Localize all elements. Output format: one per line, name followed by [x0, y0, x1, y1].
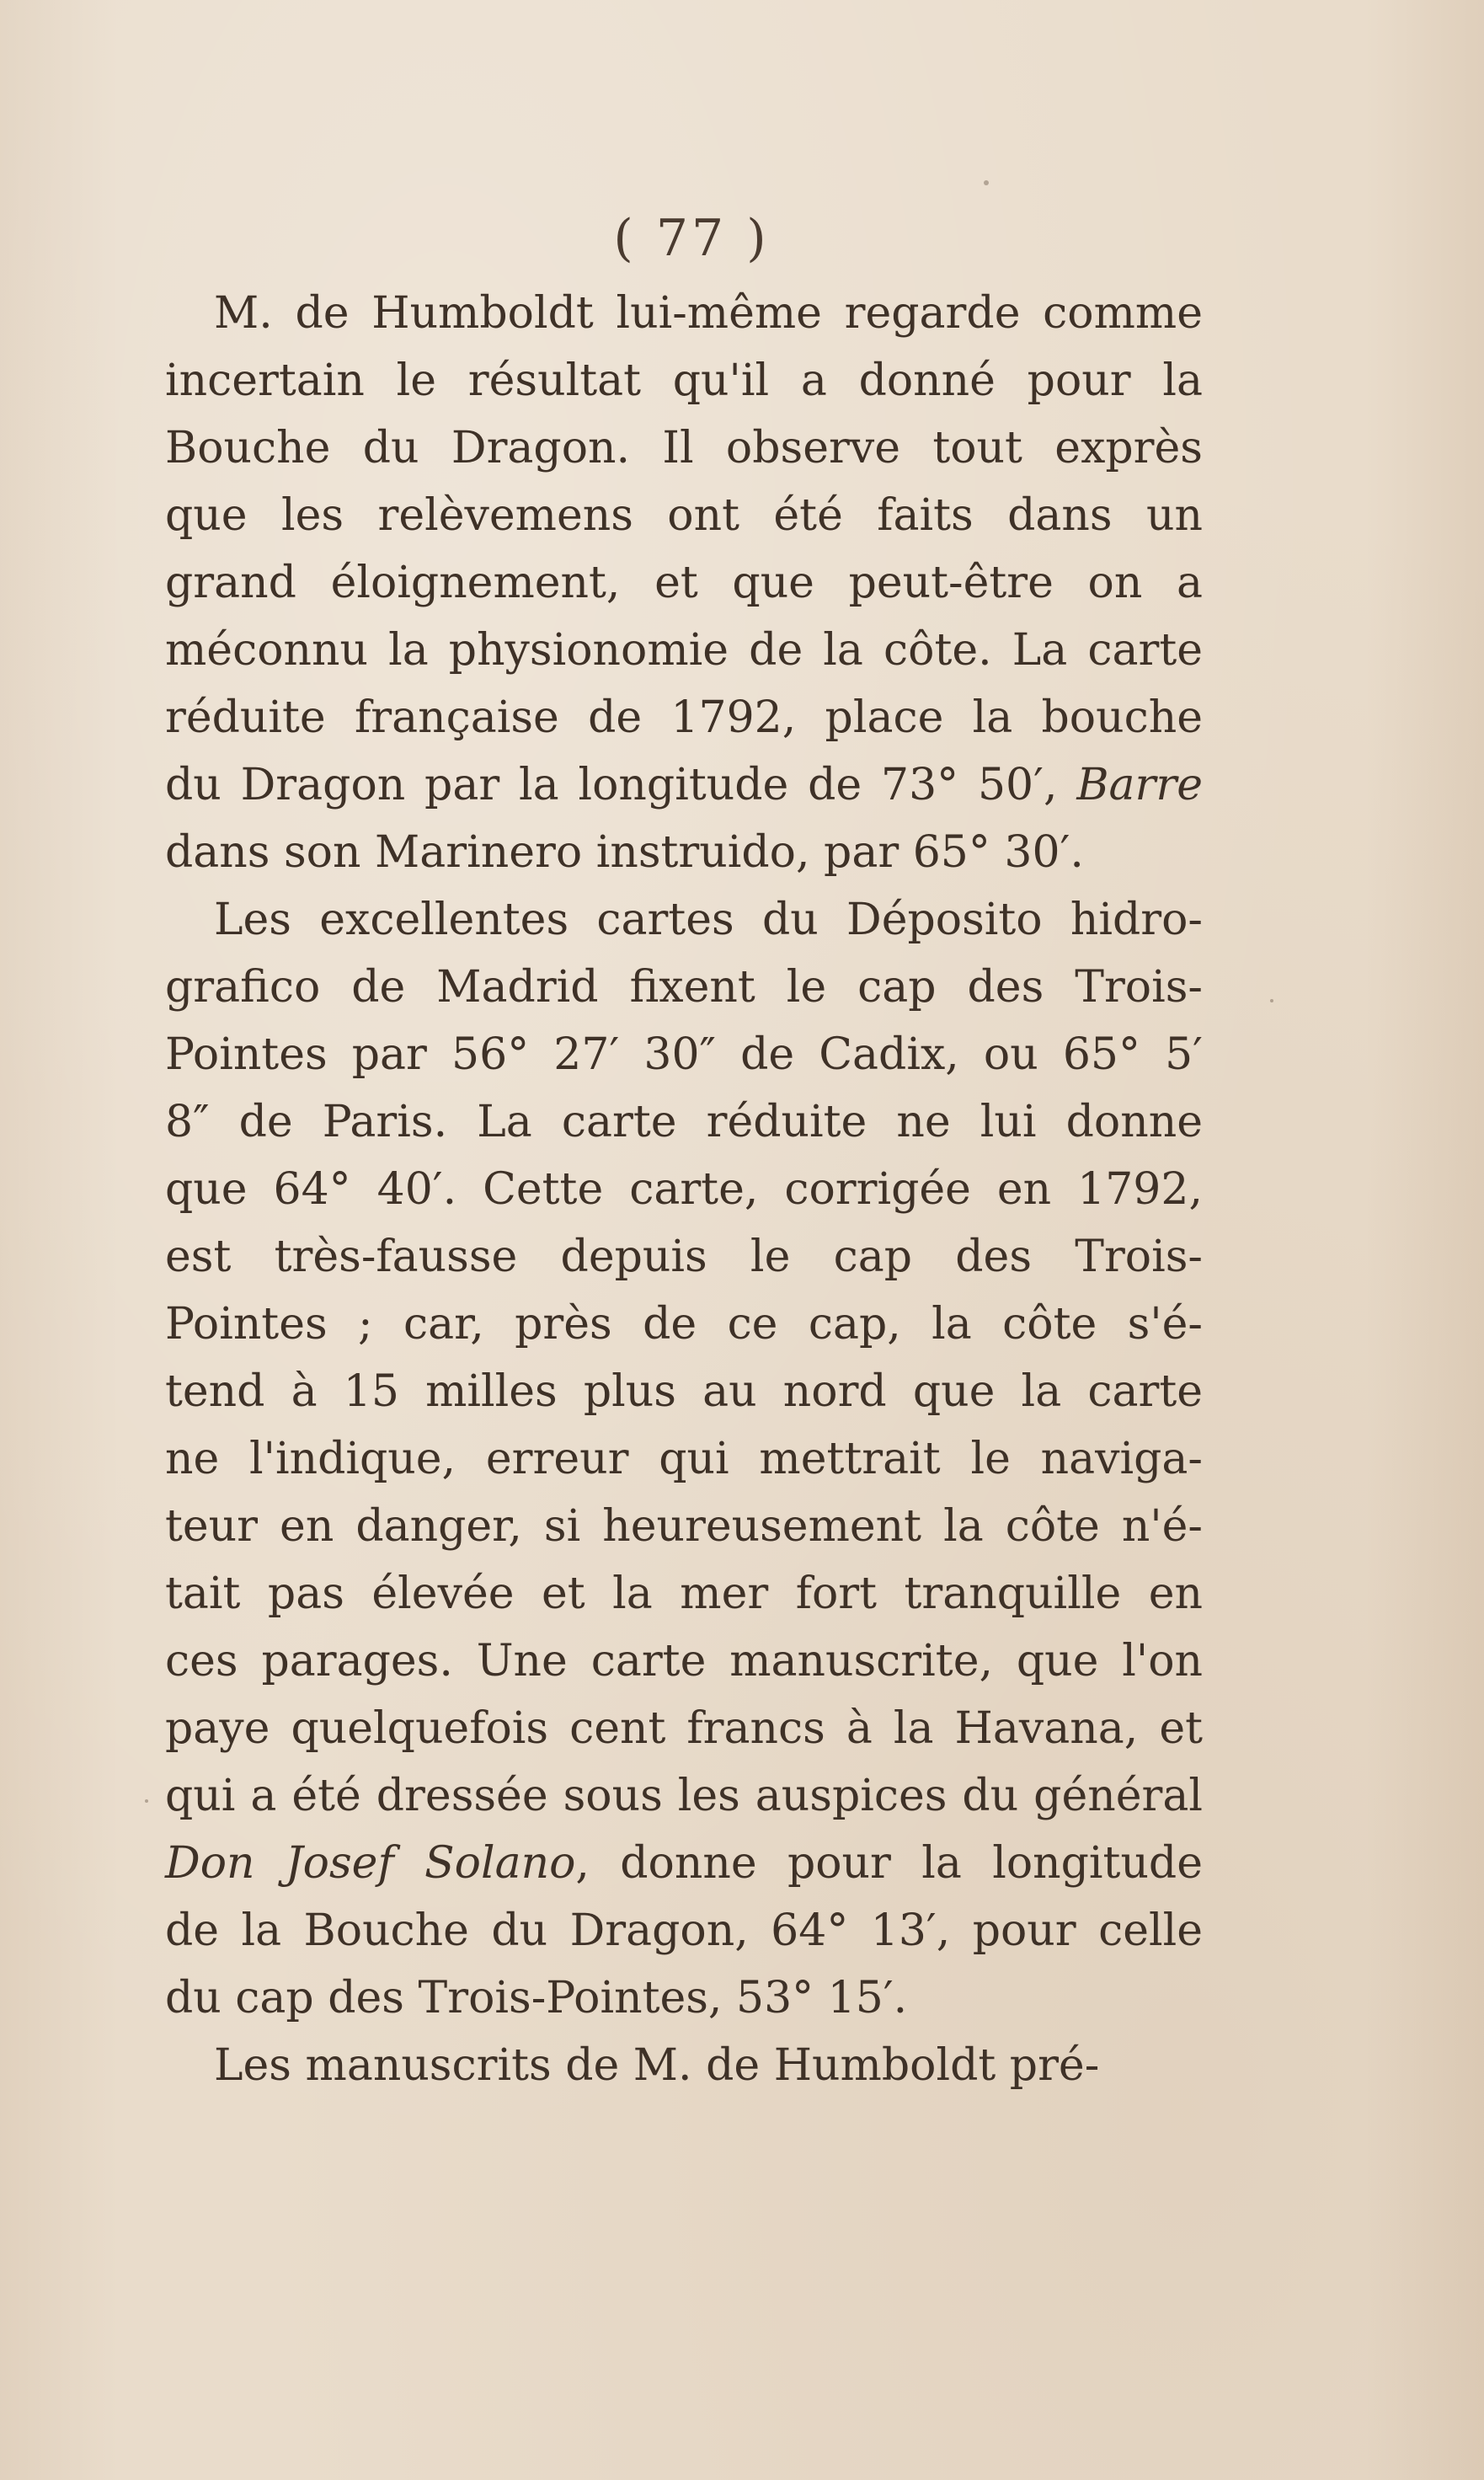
text-line: Les excellentes cartes du Déposito hidro-: [214, 895, 1203, 945]
text-line: de la Bouche du Dragon, 64° 13′, pour celle: [165, 1905, 1203, 1956]
text-line: que 64° 40′. Cette carte, corrigée en 1792,: [165, 1164, 1203, 1215]
paper-speck: [984, 180, 989, 185]
paper-speck: [145, 1799, 148, 1803]
italic-name: Barre: [1076, 760, 1204, 810]
italic-name: Don Josef Solano: [165, 1838, 576, 1889]
page-number: ( 77 ): [613, 209, 770, 268]
text-line: 8″ de Paris. La carte réduite ne lui donne: [165, 1097, 1203, 1147]
text-line: Les manuscrits de M. de Humboldt pré-: [214, 2040, 1100, 2091]
text-line: dans son Marinero instruido, par 65° 30′.: [165, 827, 1084, 878]
text-line: tend à 15 milles plus au nord que la carte: [165, 1366, 1203, 1417]
text-line: méconnu la physionomie de la côte. La carte: [165, 625, 1203, 676]
paper-speck: [1270, 999, 1273, 1002]
text-line: réduite française de 1792, place la bouche: [165, 692, 1203, 743]
text-line: qui a été dressée sous les auspices du général: [165, 1771, 1203, 1821]
text-segment: du Dragon par la longitude de 73° 50′,: [165, 760, 1058, 810]
text-line: Bouche du Dragon. Il observe tout exprès: [165, 423, 1203, 473]
text-line: M. de Humboldt lui-même regarde comme: [214, 288, 1203, 339]
text-line: tait pas élevée et la mer fort tranquille en: [165, 1569, 1203, 1619]
text-line: paye quelquefois cent francs à la Havana, et: [165, 1703, 1203, 1754]
text-line-with-italic: [165, 1830, 1203, 1897]
text-line: teur en danger, si heureusement la côte n'é-: [165, 1501, 1203, 1552]
text-line: ces parages. Une carte manuscrite, que l'on: [165, 1636, 1203, 1686]
text-line: du cap des Trois-Pointes, 53° 15′.: [165, 1973, 908, 2023]
page-text: [165, 280, 1203, 2099]
text-line: Pointes par 56° 27′ 30″ de Cadix, ou 65° 5′: [165, 1029, 1203, 1080]
text-segment: , donne pour la longitude: [575, 1838, 1203, 1889]
text-line: grand éloignement, et que peut-être on a: [165, 558, 1203, 608]
text-line: ne l'indique, erreur qui mettrait le naviga-: [165, 1434, 1203, 1484]
text-line: incertain le résultat qu'il a donné pour la: [165, 355, 1203, 406]
text-line: que les relèvemens ont été faits dans un: [165, 490, 1203, 541]
text-line: Pointes ; car, près de ce cap, la côte s'é-: [165, 1299, 1203, 1350]
text-line-with-italic: [165, 751, 1203, 819]
text-line: grafico de Madrid fixent le cap des Trois-: [165, 962, 1203, 1013]
text-line: est très-fausse depuis le cap des Trois-: [165, 1232, 1203, 1282]
